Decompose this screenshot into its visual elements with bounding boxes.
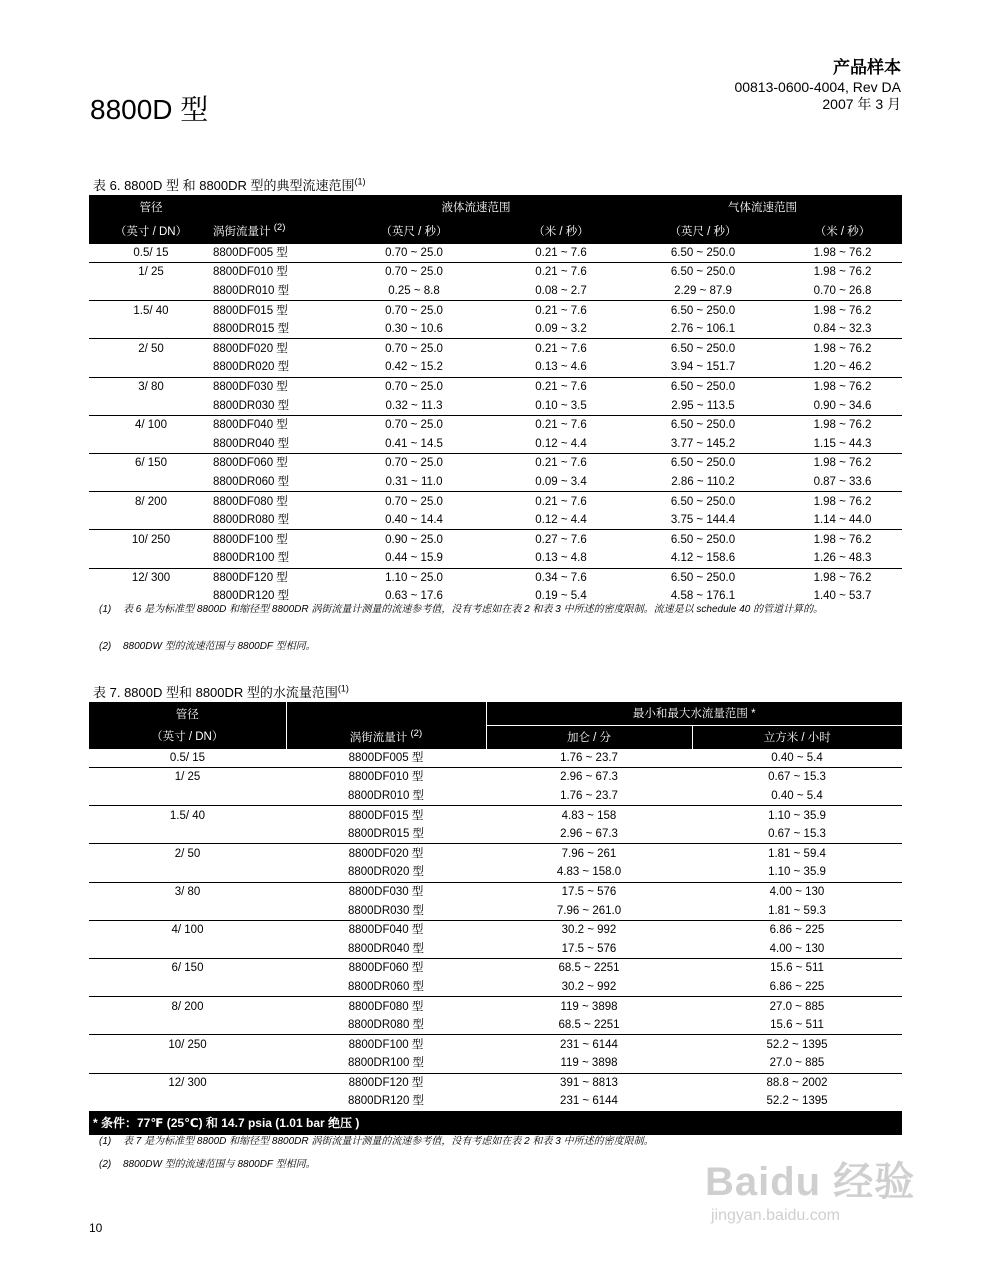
table-cell-lf: 0.70 ~ 25.0 [329,339,499,358]
table-cell-gf: 2.29 ~ 87.9 [674,284,732,297]
table-cell-lf: 0.44 ~ 15.9 [385,552,443,565]
table-cell-m3h: 88.8 ~ 2002 [692,1073,902,1092]
doc-type: 产品样本 [833,58,901,77]
table6-note2 [99,641,889,653]
table-cell-gm: 0.87 ~ 33.6 [813,475,872,488]
table-row [89,806,902,825]
table-cell-gm: 1.20 ~ 46.2 [813,361,872,374]
table-row [89,434,902,453]
table-row [89,863,902,882]
table-cell-gpm: 4.83 ~ 158 [486,806,692,825]
table7-note2-mark: (2) [99,1159,112,1170]
table-cell-lf: 0.70 ~ 25.0 [329,301,499,320]
table-cell-gpm: 68.5 ~ 2251 [486,959,692,978]
table6-header-mps-liquid: （米 / 秒） [499,219,623,243]
table-cell-gf: 6.50 ~ 250.0 [623,415,783,434]
table-cell-gm: 1.98 ~ 76.2 [783,339,902,358]
table6-note2-text: 8800DW 型的流速范围与 8800DF 型相同。 [123,641,316,652]
table-cell-model: 8800DR040 型 [347,942,425,955]
table-row [89,415,902,434]
table6-caption-text: 表 6. 8800D 型 和 8800DR 型的典型流速范围 [93,178,355,193]
table-row [89,825,902,844]
table-cell-gf: 6.50 ~ 250.0 [623,377,783,396]
table-cell-gm: 1.15 ~ 44.3 [813,437,872,450]
table-row [89,1016,902,1035]
page-number: 10 [89,1221,103,1235]
table6-note1 [99,604,889,616]
table-cell-gm: 0.84 ~ 32.3 [813,323,872,336]
table-cell-lm: 0.09 ~ 3.2 [535,323,587,336]
table6-header-ftps-gas: （英尺 / 秒） [623,219,783,243]
table-cell-gm: 1.26 ~ 48.3 [813,552,872,565]
table-cell-lf: 0.42 ~ 15.2 [385,361,443,374]
table-cell-size: 6/ 150 [89,454,213,473]
table-row [89,844,902,863]
table-cell-lf: 0.70 ~ 25.0 [329,454,499,473]
table-cell-m3h: 4.00 ~ 130 [769,942,825,955]
table-cell-m3h: 1.10 ~ 35.9 [768,866,826,879]
page-title: 8800D 型 [90,94,209,125]
table-cell-size: 4/ 100 [89,920,286,939]
table-cell-lf: 0.70 ~ 25.0 [329,263,499,282]
table-row [89,1092,902,1111]
table7-header-gpm: 加仑 / 分 [486,725,692,748]
table7-header-m3h: 立方米 / 小时 [692,725,902,748]
table-cell-gm: 1.98 ~ 76.2 [783,243,902,263]
table6-header-liquid: 液体流速范围 [329,195,623,219]
table-cell-gm: 1.98 ~ 76.2 [783,492,902,511]
table-cell-gpm: 391 ~ 8813 [486,1073,692,1092]
table7-body [89,748,902,1111]
table7-note1 [99,1136,889,1148]
table7-caption [93,682,349,701]
table-cell-size [89,434,213,453]
table-cell-gf: 6.50 ~ 250.0 [623,243,783,263]
table6-note1-text: 表 6 是为标准型 8800D 和缩径型 8800DR 涡街流量计测量的流速参考值，没有考虑如在表 2 和表 3 中所述的密度限制。流速是以 schedule 40 的管道计算的。 [123,604,824,615]
table-cell-m3h: 6.86 ~ 225 [769,980,825,993]
table-cell-gm: 1.98 ~ 76.2 [783,263,902,282]
table-cell-lm: 0.21 ~ 7.6 [499,339,623,358]
table-cell-m3h: 15.6 ~ 511 [692,959,902,978]
table-cell-model: 8800DR100 型 [347,1057,425,1070]
table-cell-gf: 4.12 ~ 158.6 [670,552,736,565]
table-cell-size [89,396,213,415]
table-cell-gm: 1.14 ~ 44.0 [813,514,872,527]
table-cell-gf: 3.94 ~ 151.7 [670,361,736,374]
table-cell-lf: 0.70 ~ 25.0 [329,492,499,511]
table-cell-lm: 0.10 ~ 3.5 [535,399,587,412]
table7-note1-mark: (1) [99,1136,112,1147]
table-cell-m3h: 6.86 ~ 225 [692,920,902,939]
table-cell-model: 8800DF060 型 [213,454,329,473]
table-cell-model: 8800DF080 型 [286,997,486,1016]
table-cell-gm: 0.70 ~ 26.8 [813,284,872,297]
table-cell-gf: 2.86 ~ 110.2 [671,475,735,488]
table-cell-gpm: 7.96 ~ 261.0 [556,904,622,917]
table-row [89,358,902,377]
table-cell-lf: 0.70 ~ 25.0 [329,377,499,396]
table6 [89,195,902,606]
table7-caption-text: 表 7. 8800D 型和 8800DR 型的水流量范围 [93,685,338,700]
table-cell-model: 8800DR080 型 [347,1019,425,1032]
table-cell-gf: 2.76 ~ 106.1 [670,323,736,336]
table-cell-model: 8800DR030 型 [213,399,290,412]
table-cell-model: 8800DR100 型 [213,552,290,565]
table-cell-lm: 0.21 ~ 7.6 [499,454,623,473]
table-cell-gpm: 1.76 ~ 23.7 [486,748,692,768]
table-cell-m3h: 52.2 ~ 1395 [766,1095,828,1108]
table-cell-model: 8800DR120 型 [347,1095,425,1108]
table-cell-size: 2/ 50 [89,844,286,863]
table-cell-size: 8/ 200 [89,997,286,1016]
table-cell-lm: 0.09 ~ 3.4 [535,475,587,488]
table-cell-gf: 6.50 ~ 250.0 [623,339,783,358]
table-cell-size: 10/ 250 [89,1035,286,1054]
table-row [89,549,902,568]
table-cell-gf: 4.58 ~ 176.1 [670,590,736,603]
table-cell-size [89,939,286,958]
table-cell-size: 0.5/ 15 [89,748,286,768]
table-cell-gpm: 119 ~ 3898 [486,997,692,1016]
table-cell-gm: 1.98 ~ 76.2 [783,530,902,549]
table-cell-m3h: 1.10 ~ 35.9 [692,806,902,825]
table-cell-lf: 0.70 ~ 25.0 [329,243,499,263]
table-row [89,1054,902,1073]
table-cell-size [89,901,286,920]
table-cell-size: 12/ 300 [89,1073,286,1092]
table-cell-model: 8800DR030 型 [347,904,425,917]
table-cell-model: 8800DF080 型 [213,492,329,511]
table-row [89,243,902,263]
table-cell-lf: 0.63 ~ 17.6 [385,590,443,603]
table-cell-gm: 1.98 ~ 76.2 [783,568,902,587]
table-cell-model: 8800DF040 型 [213,415,329,434]
table6-note2-mark: (2) [99,641,112,652]
table7-note1-text: 表 7 是为标准型 8800D 和缩径型 8800DR 涡街流量计测量的流速参考值，没有考虑如在表 2 和表 3 中所述的密度限制。 [123,1136,654,1147]
table-cell-lm: 0.21 ~ 7.6 [499,415,623,434]
table-cell-model: 8800DF005 型 [213,243,329,263]
table-row [89,787,902,806]
table-cell-model: 8800DF015 型 [213,301,329,320]
table-cell-m3h: 1.81 ~ 59.3 [768,904,826,917]
table-row [89,997,902,1016]
table-cell-lm: 0.19 ~ 5.4 [535,590,587,603]
table-cell-model: 8800DR080 型 [213,514,290,527]
table-row [89,454,902,473]
table-cell-size [89,978,286,997]
table-cell-lm: 0.13 ~ 4.8 [535,552,587,565]
table-cell-size: 3/ 80 [89,377,213,396]
table-cell-gm: 0.90 ~ 34.6 [813,399,872,412]
table6-header-gas: 气体流速范围 [623,195,902,219]
table-cell-lf: 0.70 ~ 25.0 [329,415,499,434]
table-row [89,568,902,587]
table-cell-size: 1.5/ 40 [89,806,286,825]
table-cell-size: 1/ 25 [89,768,286,787]
table-cell-gpm: 7.96 ~ 261 [486,844,692,863]
table-cell-lf: 0.31 ~ 11.0 [385,475,443,488]
table6-caption [93,175,366,194]
table-cell-m3h: 4.00 ~ 130 [692,882,902,901]
table-cell-size: 0.5/ 15 [89,243,213,263]
table-cell-size [89,549,213,568]
table-cell-gf: 6.50 ~ 250.0 [623,454,783,473]
table-cell-m3h: 1.81 ~ 59.4 [692,844,902,863]
table-cell-lm: 0.21 ~ 7.6 [499,492,623,511]
table-cell-size [89,1092,286,1111]
table6-header-meter [213,219,329,243]
table-cell-lf: 0.30 ~ 10.6 [385,323,443,336]
baidu-watermark-logo [705,1150,915,1225]
table6-header-mps-gas: （米 / 秒） [783,219,902,243]
table-cell-model: 8800DF100 型 [286,1035,486,1054]
table-cell-size [89,320,213,339]
table-cell-model: 8800DF060 型 [286,959,486,978]
table-cell-lf: 0.41 ~ 14.5 [385,437,443,450]
table-row [89,263,902,282]
table-cell-size: 6/ 150 [89,959,286,978]
table-cell-gf: 6.50 ~ 250.0 [623,492,783,511]
table-row [89,920,902,939]
table-cell-gpm: 17.5 ~ 576 [486,882,692,901]
table7-note2-text: 8800DW 型的流速范围与 8800DF 型相同。 [123,1159,316,1170]
document-header [734,57,901,113]
table-row [89,339,902,358]
table7-header-range: 最小和最大水流量范围 * [486,702,902,725]
table-row [89,530,902,549]
table-cell-size [89,1016,286,1035]
table-cell-model: 8800DR060 型 [347,980,425,993]
table6-header-unit-size: （英寸 / DN） [89,219,213,243]
table-cell-size [89,1054,286,1073]
table-cell-gpm: 17.5 ~ 576 [561,942,617,955]
table-cell-m3h: 0.40 ~ 5.4 [771,789,823,802]
table7 [89,702,902,1135]
table-cell-size [89,511,213,530]
table-cell-gpm: 68.5 ~ 2251 [558,1019,620,1032]
table-cell-size: 3/ 80 [89,882,286,901]
watermark-sub: jingyan.baidu.com [711,1207,840,1224]
table-cell-model: 8800DF100 型 [213,530,329,549]
table6-header-meter-sup: (2) [273,222,286,234]
table-cell-size: 8/ 200 [89,492,213,511]
table-cell-size: 4/ 100 [89,415,213,434]
table-cell-model: 8800DF020 型 [213,339,329,358]
doc-number: 00813-0600-4004, Rev DA [734,79,901,95]
table-cell-size [89,282,213,301]
table-row [89,492,902,511]
table-cell-gpm: 1.76 ~ 23.7 [560,789,618,802]
table7-header-blank [286,702,486,725]
table-cell-m3h: 27.0 ~ 885 [692,997,902,1016]
table-cell-size [89,825,286,844]
table-cell-model: 8800DF120 型 [213,568,329,587]
table-row [89,882,902,901]
table-cell-gpm: 2.96 ~ 67.3 [560,828,618,841]
table-cell-m3h: 15.6 ~ 511 [770,1019,824,1032]
table-row [89,901,902,920]
table-cell-m3h: 0.67 ~ 15.3 [692,768,902,787]
table-cell-gpm: 119 ~ 3898 [560,1057,618,1070]
table-row [89,587,902,606]
table-cell-gf: 6.50 ~ 250.0 [623,301,783,320]
table-cell-gm: 1.98 ~ 76.2 [783,377,902,396]
table-cell-model: 8800DF030 型 [286,882,486,901]
table-row [89,320,902,339]
table-cell-gf: 6.50 ~ 250.0 [623,530,783,549]
table-row [89,1073,902,1092]
table-cell-lm: 0.34 ~ 7.6 [499,568,623,587]
table-row [89,978,902,997]
table-cell-gpm: 231 ~ 6144 [560,1095,618,1108]
table-cell-gpm: 2.96 ~ 67.3 [486,768,692,787]
table-cell-lm: 0.12 ~ 4.4 [535,514,587,527]
table-cell-gm: 1.98 ~ 76.2 [783,415,902,434]
table-row [89,1035,902,1054]
table6-body [89,243,902,606]
table7-header-size: 管径 [89,702,286,725]
table-cell-lm: 0.08 ~ 2.7 [535,284,587,297]
table-cell-gm: 1.98 ~ 76.2 [783,301,902,320]
table-cell-lf: 0.25 ~ 8.8 [388,284,440,297]
table-cell-m3h: 27.0 ~ 885 [769,1057,825,1070]
table-cell-model: 8800DR010 型 [347,789,425,802]
table-cell-lf: 0.40 ~ 14.4 [385,514,443,527]
table7-footer: * 条件：77℉ (25℃) 和 14.7 psia (1.01 bar 绝压 ) [89,1111,902,1135]
table-cell-m3h: 52.2 ~ 1395 [692,1035,902,1054]
table-cell-gpm: 30.2 ~ 992 [561,980,617,993]
table6-header-blank [213,195,329,219]
table-cell-size: 1.5/ 40 [89,301,213,320]
table-row [89,939,902,958]
table-cell-size [89,473,213,492]
table-cell-gf: 3.75 ~ 144.4 [670,514,736,527]
table-cell-lm: 0.21 ~ 7.6 [499,243,623,263]
table6-note1-mark: (1) [99,604,112,615]
table-cell-lm: 0.27 ~ 7.6 [499,530,623,549]
table7-header-meter-sup: (2) [410,727,423,739]
table-cell-size [89,587,213,606]
table-cell-gm: 1.40 ~ 53.7 [813,590,872,603]
table-cell-lf: 1.10 ~ 25.0 [329,568,499,587]
table-cell-size [89,358,213,377]
table-cell-gpm: 30.2 ~ 992 [486,920,692,939]
table-cell-model: 8800DR010 型 [213,284,290,297]
table-cell-size: 10/ 250 [89,530,213,549]
table-cell-size [89,787,286,806]
table-cell-gf: 3.77 ~ 145.2 [670,437,736,450]
table-cell-model: 8800DF030 型 [213,377,329,396]
table-row [89,959,902,978]
table-cell-lm: 0.21 ~ 7.6 [499,301,623,320]
table-cell-gf: 6.50 ~ 250.0 [623,263,783,282]
table-cell-m3h: 0.40 ~ 5.4 [692,748,902,768]
table-row [89,377,902,396]
table-cell-lf: 0.90 ~ 25.0 [329,530,499,549]
table-cell-model: 8800DF010 型 [213,263,329,282]
table-cell-model: 8800DF020 型 [286,844,486,863]
table-cell-model: 8800DR015 型 [347,828,425,841]
table-cell-gf: 6.50 ~ 250.0 [623,568,783,587]
table7-header-unit-size: （英寸 / DN） [89,725,286,748]
table-row [89,473,902,492]
table-row [89,768,902,787]
table-cell-lf: 0.32 ~ 11.3 [385,399,443,412]
table-cell-gf: 2.95 ~ 113.5 [671,399,735,412]
table7-header-meter [286,725,486,748]
table-cell-model: 8800DF015 型 [286,806,486,825]
table-cell-size [89,863,286,882]
table-cell-gpm: 4.83 ~ 158.0 [556,866,622,879]
table-cell-model: 8800DR020 型 [213,361,290,374]
table-cell-model: 8800DR040 型 [213,437,290,450]
table-row [89,301,902,320]
table-cell-model: 8800DF120 型 [286,1073,486,1092]
table-cell-size: 12/ 300 [89,568,213,587]
table-cell-model: 8800DR020 型 [347,866,425,879]
table-cell-lm: 0.21 ~ 7.6 [499,377,623,396]
table-cell-lm: 0.13 ~ 4.6 [535,361,587,374]
table-cell-model: 8800DF005 型 [286,748,486,768]
table-cell-gm: 1.98 ~ 76.2 [783,454,902,473]
table-row [89,748,902,768]
table-row [89,282,902,301]
table6-header-meter-text: 涡街流量计 [213,226,271,239]
table-row [89,511,902,530]
table-row [89,396,902,415]
table6-header-size: 管径 [89,195,213,219]
table6-header-ftps-liquid: （英尺 / 秒） [329,219,499,243]
table7-caption-sup: (1) [337,683,349,694]
watermark-main: Baidu 经验 [705,1160,916,1204]
table-cell-model: 8800DF040 型 [286,920,486,939]
table-cell-model: 8800DF010 型 [286,768,486,787]
table-cell-size: 1/ 25 [89,263,213,282]
table-cell-model: 8800DR120 型 [213,590,290,603]
table-cell-lm: 0.12 ~ 4.4 [535,437,587,450]
table-cell-model: 8800DR060 型 [213,475,290,488]
table-cell-size: 2/ 50 [89,339,213,358]
table-cell-m3h: 0.67 ~ 15.3 [768,828,826,841]
table6-caption-sup: (1) [354,176,366,187]
table7-header-meter-text: 涡街流量计 [349,731,408,744]
table-cell-lm: 0.21 ~ 7.6 [499,263,623,282]
table-cell-gpm: 231 ~ 6144 [486,1035,692,1054]
table-cell-model: 8800DR015 型 [213,323,290,336]
doc-date: 2007 年 3 月 [822,96,901,112]
